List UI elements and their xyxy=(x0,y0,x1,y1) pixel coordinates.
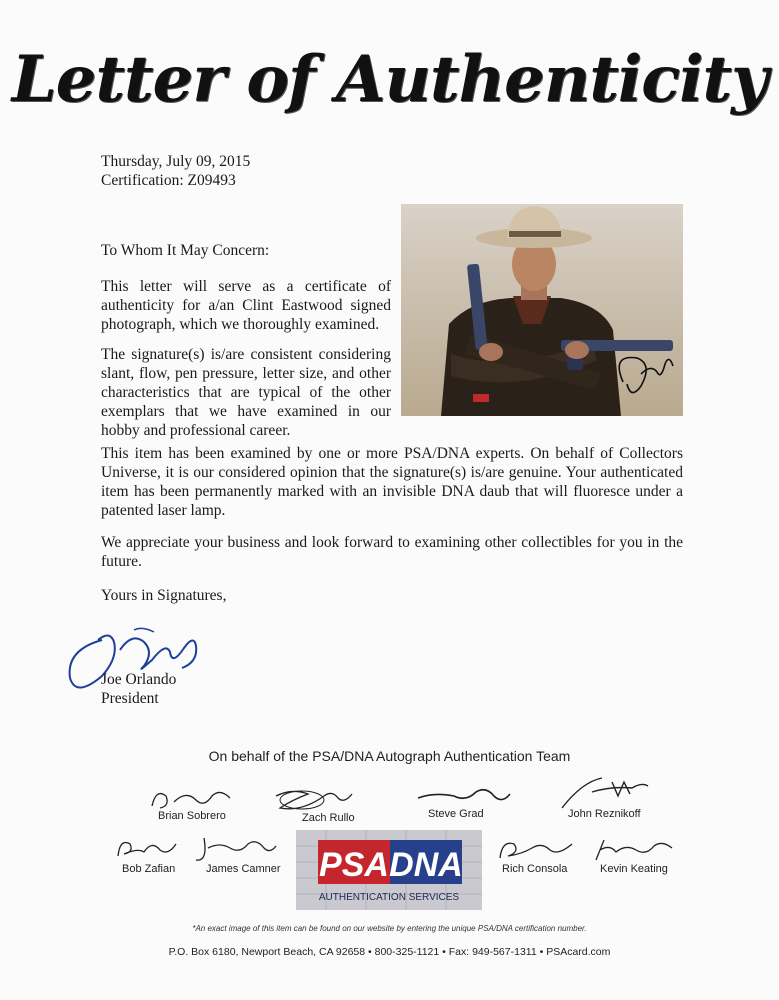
signer-title: President xyxy=(101,690,159,707)
psa-dna-logo xyxy=(296,830,482,910)
team-heading: On behalf of the PSA/DNA Autograph Authentication Team xyxy=(208,748,571,764)
salutation: To Whom It May Concern: xyxy=(101,242,270,259)
team-member-name: Rich Consola xyxy=(502,863,568,875)
paragraph-signature-analysis: The signature(s) is/are consistent considering slant, flow, pen pressure, letter size, and other characteristics that are typical of the other exemplars that we have examined in our hobby and professional career. xyxy=(101,346,391,439)
certification-number: Certification: Z09493 xyxy=(101,172,236,189)
team-member-name: Bob Zafian xyxy=(122,863,176,875)
closing: Yours in Signatures, xyxy=(101,587,227,604)
footer-address: P.O. Box 6180, Newport Beach, CA 92658 • 800-325-1121 • Fax: 949-567-1311 • PSAcard.com xyxy=(168,946,611,958)
paragraph-opinion: This item has been examined by one or more PSA/DNA experts. On behalf of Collectors Universe, it is our considered opinion that the signature(s) is/are genuine. Your authenticated item has been permanently marked with an invisible DNA daub that will fluoresce under a patented laser lamp. xyxy=(101,445,683,519)
team-member-name: Zach Rullo xyxy=(302,812,355,824)
team-member-name: Brian Sobrero xyxy=(158,810,226,822)
team-member-name: James Camner xyxy=(206,863,281,875)
letter-date: Thursday, July 09, 2015 xyxy=(101,153,251,170)
paragraph-thanks: We appreciate your business and look forward to examining other collectibles for you in the future. xyxy=(101,534,683,570)
team-member-name: Steve Grad xyxy=(428,808,484,820)
logo-psa-text: PSA xyxy=(319,846,389,884)
team-member-name: Kevin Keating xyxy=(600,863,668,875)
team-member-name: John Reznikoff xyxy=(568,808,641,820)
logo-subtitle-text: AUTHENTICATION SERVICES xyxy=(318,892,460,903)
footnote: *An exact image of this item can be found on our website by entering the unique PSA/DNA certification number. xyxy=(192,924,587,933)
signer-name: Joe Orlando xyxy=(101,671,177,688)
signed-photograph xyxy=(401,204,683,416)
paragraph-intro: This letter will serve as a certificate of authenticity for a/an Clint Eastwood signed photograph, which we thoroughly examined. xyxy=(101,278,391,333)
letter-title: Letter of Authenticity xyxy=(11,42,768,117)
logo-dna-text: DNA xyxy=(389,846,463,884)
